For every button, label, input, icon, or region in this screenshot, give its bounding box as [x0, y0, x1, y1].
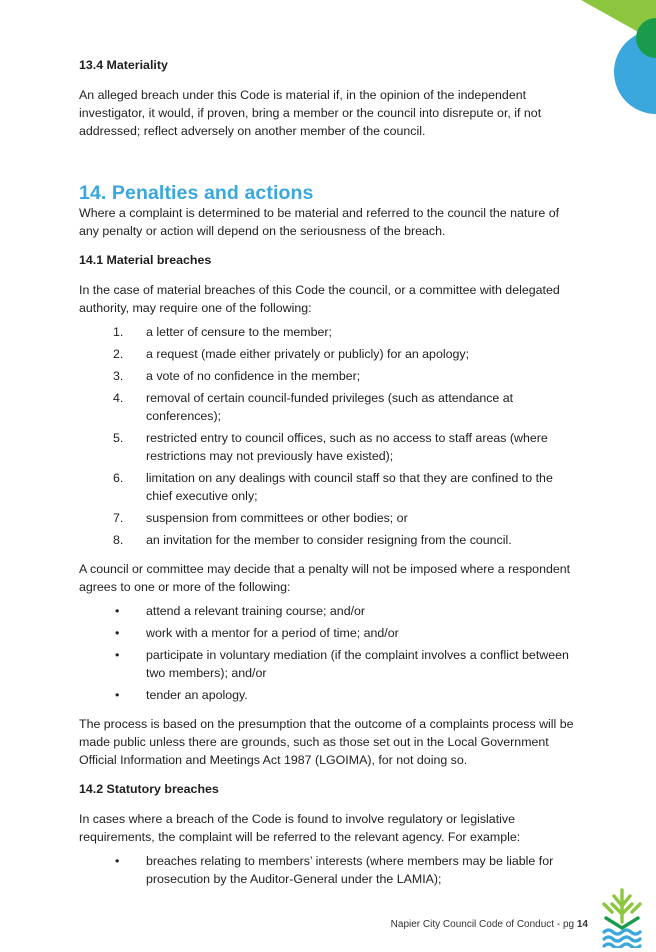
list-item: 3. a vote of no confidence in the member;	[113, 369, 361, 383]
list-item: • work with a mentor for a period of time; and/or	[115, 626, 399, 640]
section-14-heading: 14. Penalties and actions	[79, 182, 314, 204]
section-13-4-heading: 13.4 Materiality	[79, 58, 168, 72]
list-item: 4. removal of certain council-funded privileges (such as attendance at conferences);	[113, 391, 514, 423]
council-logo-icon	[598, 884, 646, 948]
list-item: 2. a request (made either privately or publicly) for an apology;	[113, 347, 470, 361]
list-item: 8. an invitation for the member to consider resigning from the council.	[113, 533, 512, 547]
list-item: 1. a letter of censure to the member;	[113, 325, 332, 339]
list-item: 7. suspension from committees or other bodies; or	[113, 511, 408, 525]
penalty-list	[79, 323, 579, 549]
statutory-list	[79, 852, 579, 888]
page-content	[79, 56, 579, 888]
section-14-1-heading: 14.1 Material breaches	[79, 253, 212, 267]
process-paragraph: The process is based on the presumption that the outcome of a complaints process will be made public unless there are grounds, such as those set out in the Local Government Official Information and Meetings Act 1987 (LGOIMA), for not doing so.	[79, 717, 574, 767]
list-item: • breaches relating to members’ interests (where members may be liable for prosecution by the Auditor-General under the LAMIA);	[115, 854, 554, 886]
penalties-intro: Where a complaint is determined to be material and referred to the council the nature of any penalty or action will depend on the seriousness of the breach.	[79, 206, 560, 238]
list-item: • participate in voluntary mediation (if the complaint involves a conflict between two members); and/or	[115, 648, 569, 680]
alternative-intro: A council or committee may decide that a penalty will not be imposed where a respondent agrees to one or more of the following:	[79, 562, 571, 594]
footer-text: Napier City Council Code of Conduct - pg	[390, 919, 577, 930]
materiality-paragraph: An alleged breach under this Code is material if, in the opinion of the independent investigator, it would, if proven, bring a member or the council into disrepute or, if not addressed; reflect adversely on another member of the council.	[79, 88, 542, 138]
section-14-2-heading: 14.2 Statutory breaches	[79, 782, 219, 796]
list-item: 5. restricted entry to council offices, such as no access to staff areas (where restrictions may not previously have existed);	[113, 431, 548, 463]
list-item: 6. limitation on any dealings with council staff so that they are confined to the chief executive only;	[113, 471, 553, 503]
page-number: 14	[576, 919, 588, 930]
statutory-intro: In cases where a breach of the Code is found to involve regulatory or legislative requirements, the complaint will be referred to the relevant agency. For example:	[79, 812, 521, 844]
list-item: • attend a relevant training course; and/or	[115, 604, 366, 618]
page-footer	[391, 919, 588, 930]
list-item: • tender an apology.	[115, 688, 248, 702]
material-breaches-intro: In the case of material breaches of this Code the council, or a committee with delegated authority, may require one of the following:	[79, 283, 560, 315]
alternative-list	[79, 602, 579, 704]
